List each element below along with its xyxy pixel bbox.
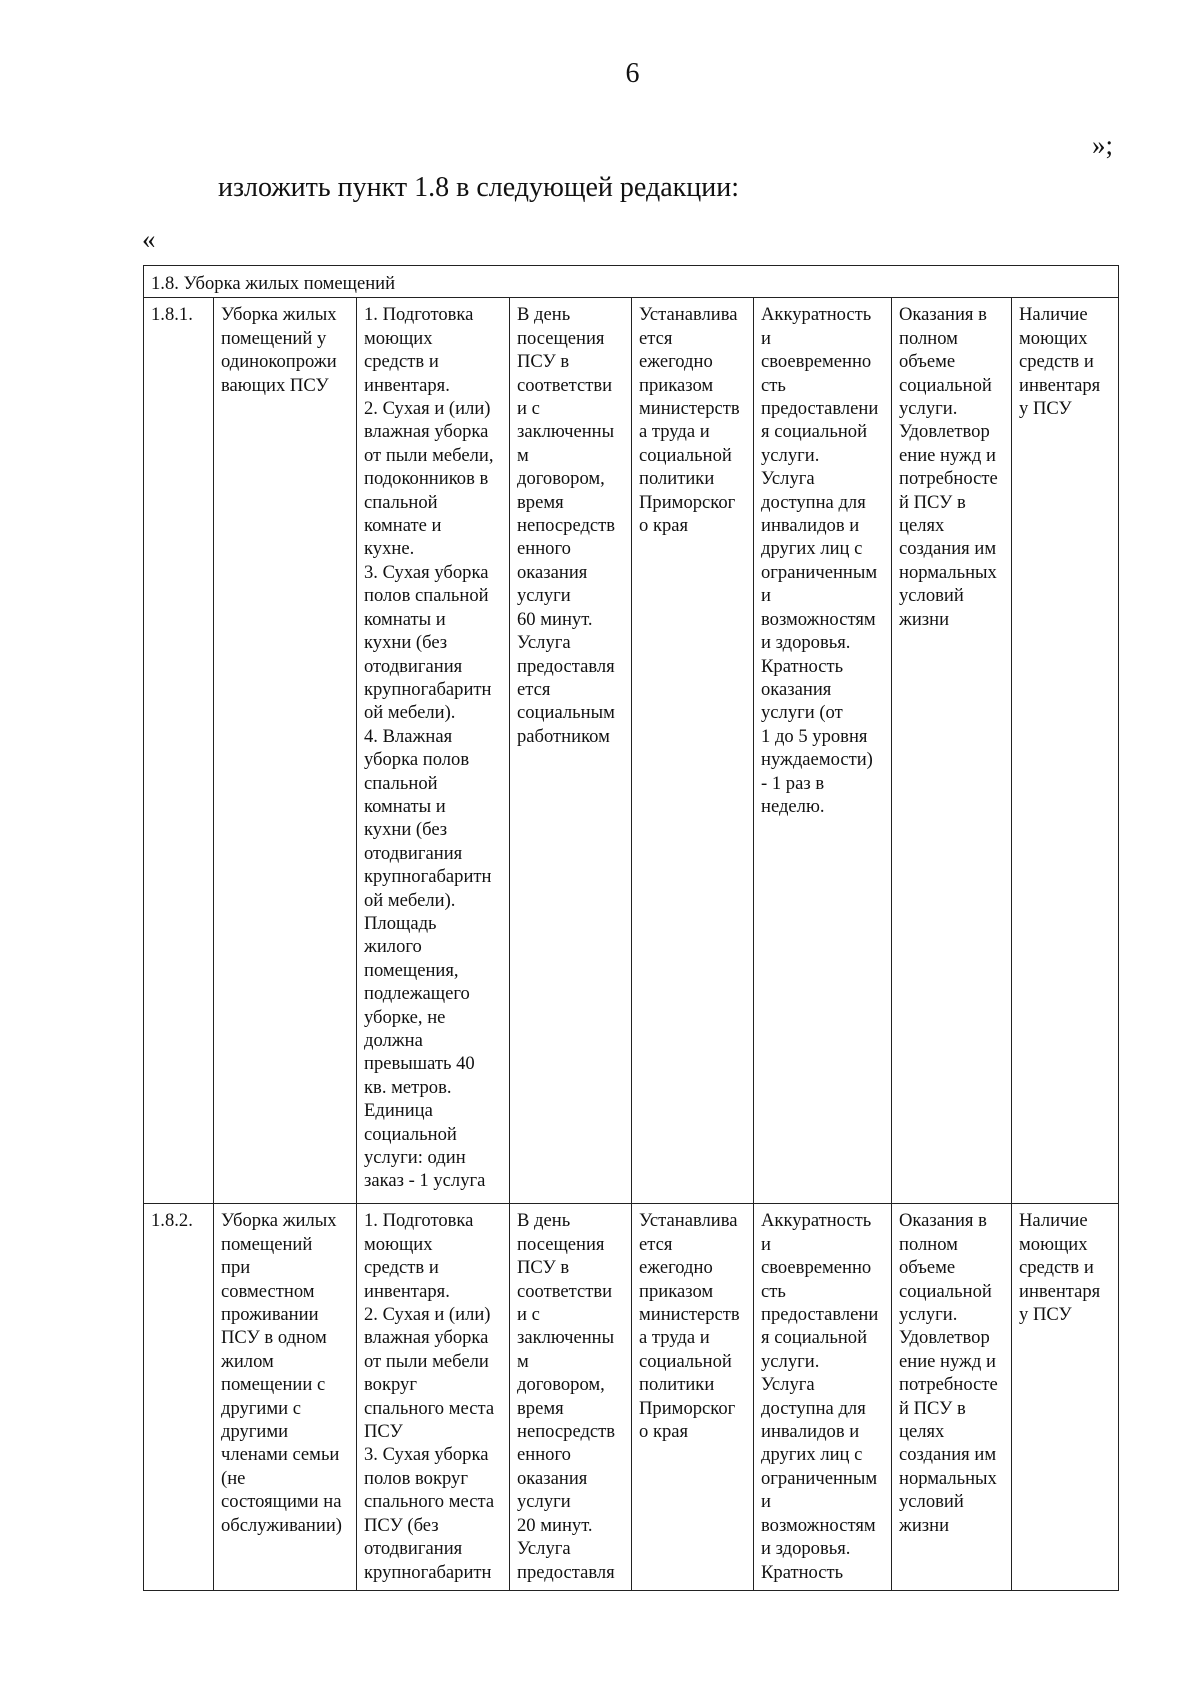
section-title-row: [144, 266, 1119, 298]
service-rate: Устанавлива ется ежегодно приказом министерств а труда и социальной политики Приморског о края: [632, 1204, 754, 1591]
service-content: 1. Подготовка моющих средств и инвентаря. 2. Сухая и (или) влажная уборка от пыли мебели, подоконников в спальной комнате и кухне. 3. Сухая уборка полов спальной комнаты и кухни (без отодвигания крупногабаритн ой мебели). 4. Влажная уборка полов спальной комнаты и кухни (без отодвигания крупногабаритн ой мебели). Площадь жилого помещения, подлежащего уборке, не должна превышать 40 кв. метров. Единица социальной услуги: один заказ - 1 услуга: [357, 298, 510, 1204]
closing-quote: »;: [1092, 130, 1114, 160]
section-title: 1.8. Уборка жилых помещений: [144, 266, 1119, 298]
service-conditions: Наличие моющих средств и инвентаря у ПСУ: [1012, 1204, 1119, 1591]
instruction-text: изложить пункт 1.8 в следующей редакции:: [218, 172, 739, 203]
service-rate: Устанавлива ется ежегодно приказом министерств а труда и социальной политики Приморског о края: [632, 298, 754, 1204]
service-result: Оказания в полном объеме социальной услуги. Удовлетвор ение нужд и потребносте й ПСУ в целях создания им нормальных условий жизни: [892, 1204, 1012, 1591]
row-number: 1.8.1.: [144, 298, 214, 1204]
service-timing: В день посещения ПСУ в соответстви и с заключенны м договором, время непосредств енного оказания услуги 20 минут. Услуга предоставля: [510, 1204, 632, 1591]
service-result: Оказания в полном объеме социальной услуги. Удовлетвор ение нужд и потребносте й ПСУ в целях создания им нормальных условий жизни: [892, 298, 1012, 1204]
service-conditions: Наличие моющих средств и инвентаря у ПСУ: [1012, 298, 1119, 1204]
table-row: [144, 1204, 1119, 1591]
table-row: [144, 298, 1119, 1204]
row-number: 1.8.2.: [144, 1204, 214, 1591]
service-name: Уборка жилых помещений при совместном проживании ПСУ в одном жилом помещении с другими с другими членами семьи (не состоящими на обслуживании): [214, 1204, 357, 1591]
service-timing: В день посещения ПСУ в соответстви и с заключенны м договором, время непосредств енного оказания услуги 60 минут. Услуга предоставля ется социальным работником: [510, 298, 632, 1204]
service-quality: Аккуратность и своевременно сть предоставлени я социальной услуги. Услуга доступна для инвалидов и других лиц с ограниченным и возможностям и здоровья. Кратность оказания услуги (от 1 до 5 уровня нуждаемости) - 1 раз в неделю.: [754, 298, 892, 1204]
service-quality: Аккуратность и своевременно сть предоставлени я социальной услуги. Услуга доступна для инвалидов и других лиц с ограниченным и возможностям и здоровья. Кратность: [754, 1204, 892, 1591]
service-content: 1. Подготовка моющих средств и инвентаря. 2. Сухая и (или) влажная уборка от пыли мебели вокруг спального места ПСУ 3. Сухая уборка полов вокруг спального места ПСУ (без отодвигания крупногабаритн: [357, 1204, 510, 1591]
page-number: 6: [625, 58, 640, 89]
opening-quote: «: [142, 224, 156, 254]
services-table: [143, 265, 1119, 1591]
service-name: Уборка жилых помещений у одинокопрожи вающих ПСУ: [214, 298, 357, 1204]
